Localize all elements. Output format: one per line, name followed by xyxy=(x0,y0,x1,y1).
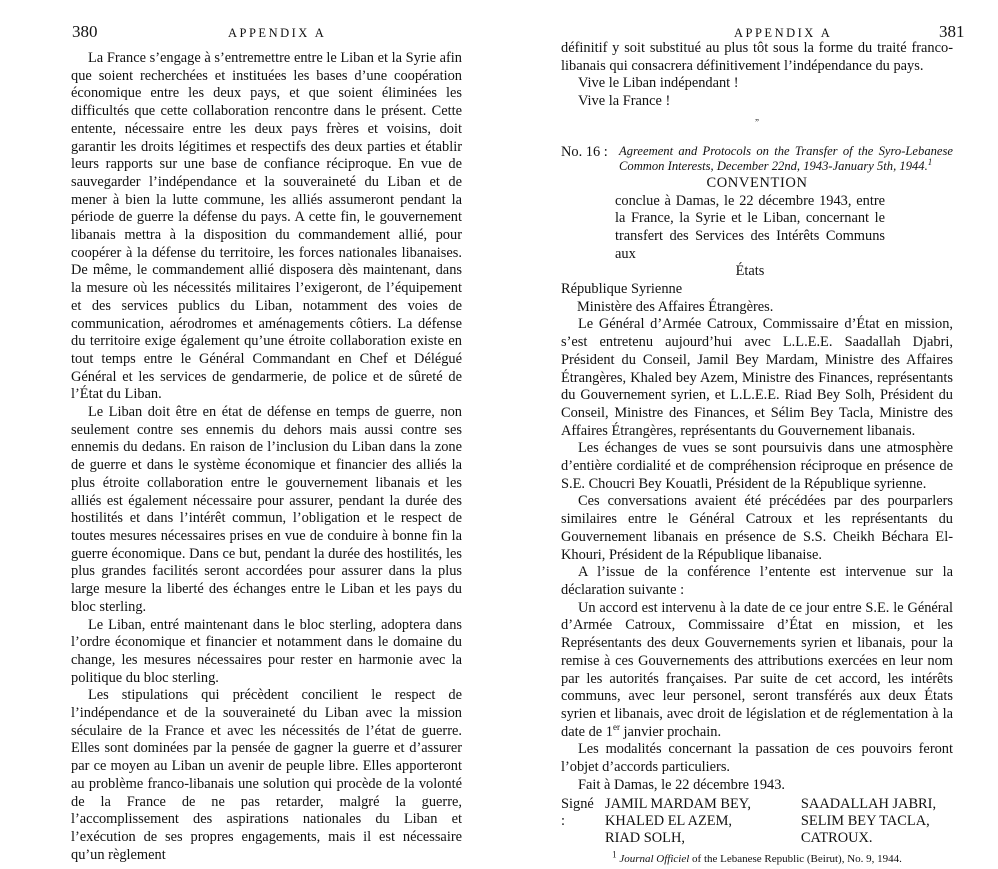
republic-heading: République Syrienne xyxy=(561,281,683,298)
left-text-column xyxy=(71,50,462,864)
ornament-mark: „ xyxy=(755,111,759,122)
page-number-left: 380 xyxy=(72,22,98,41)
signatory: SELIM BEY TACLA, xyxy=(800,813,930,830)
continuation-paragraph: définitif y soit substitué au plus tôt sous la forme du traité franco-libanais qui consacrera définitivement l’indépendance du pays. xyxy=(561,40,953,74)
paragraph: La France s’engage à s’entremettre entre le Liban et la Syrie afin que soient recherchées et instituées les bases d’une coopération économique entre les deux pays, et que soient éliminées les difficultés que cette collaboration rencontre dans le présent. Cette entente, nécessaire entre les deux pays frères et voisins, doit garantir les droits légitimes et respectifs des deux parties et établir leurs rapports sur une base de confiance réciproque. En vue de sauvegarder l’indépendance et la souveraineté du Liban et de mener à bien la lutte commune, les alliés assumeront pendant la période de guerre la défense du pays. A cette fin, le gouvernement libanais mettra à la disposition du commandement allié, pour coopérer à la défense du territoire, les forces nationales libanaises. De même, le commandement allié disposera dès maintenant, dans la mesure où les nécessités militaires l’exigeront, de l’équipement et des services publics du Liban, notamment des voies de communication, aérodromes et aménagements côtiers. La défense du territoire exige également qu’une étroite collaboration existe en tout temps entre le Général Commandant en Chef et Délégué Général et les services de gendarmerie, de police et de sûreté de l’État du Liban. xyxy=(71,50,462,403)
footnote-number: 1 xyxy=(612,849,617,860)
signatory: SAADALLAH JABRI, xyxy=(800,796,937,813)
done-at: Fait à Damas, le 22 décembre 1943. xyxy=(578,776,785,793)
convention-heading: CONVENTION xyxy=(706,174,808,191)
signatory: RIAD SOLH, xyxy=(605,830,685,847)
signature-block xyxy=(561,796,953,847)
running-head-left: APPENDIX A xyxy=(228,26,327,40)
cheer-lebanon: Vive le Liban indépendant ! xyxy=(578,75,739,92)
modalities-paragraph: Les modalités concernant la passation de ces pouvoirs feront l’objet d’accords particuliers. xyxy=(561,741,953,776)
right-page xyxy=(499,0,998,866)
document-title xyxy=(619,144,953,174)
paragraph: Les stipulations qui précèdent concilient le respect de l’indépendance et de la souveraineté du Liban avec la mission séculaire de la France et avec les nécessités de l’état de guerre. Elles sont dominées par la pensée de gagner la guerre et d’assurer par ce moyen au Liban un avenir de peuple libre. Elles apporteront au problème franco-libanais une solution qui procède de la volonté de la France de ne pas retarder, malgré la guerre, l’accomplissement des aspirations nationales du Liban et l’exécution de ses propres engagements, mais il est nécessaire qu’un règlement xyxy=(71,687,462,863)
running-head-right: APPENDIX A xyxy=(734,26,833,40)
signatories-right xyxy=(801,796,936,847)
footnote-ref: 1 xyxy=(927,156,933,167)
convention-subtitle-end: États xyxy=(735,263,765,280)
footnote xyxy=(561,851,953,869)
ministry-heading: Ministère des Affaires Étrangères. xyxy=(577,298,774,315)
paragraph: Le Général d’Armée Catroux, Commissaire d’État en mission, s’est entretenu aujourd’hui avec L.L.E.E. Saadallah Djabri, Président du Conseil, Jamil Bey Mardam, Ministre des Affaires Étrangères, Khaled bey Azem, Ministre des Finances, représentants du Gouvernement syrien, et L.L.E.E. Riad Bey Solh, Président du Conseil, Ministre des Finances, et Sélim Bey Tacla, Ministre des Affaires Étrangères, représentants du Gouvernement libanais. xyxy=(561,316,953,439)
declaration-paragraph xyxy=(561,600,953,742)
declaration-text: Un accord est intervenu à la date de ce jour entre S.E. le Général d’Armée Catroux, Commissaire d’État en mission, et les Représentants des deux Gouvernements syrien et libanais, pour la remise à ces Gouvernements des attributions exercées en leur nom par les autorités françaises. Par suite de cet accord, les intérêts communs, avec leur personel, seront transférés aux deux États syrien et libanais, avec droit de législation et de réglementation à la date de 1 xyxy=(561,599,953,740)
paragraph: Le Liban, entré maintenant dans le bloc sterling, adoptera dans l’ordre économique et financier et notamment dans le domaine du change, les mesures nécessaires pour rester en harmonie avec la politique du bloc sterling. xyxy=(71,616,462,686)
convention-subtitle xyxy=(615,193,885,282)
paragraph: Les échanges de vues se sont poursuivis dans une atmosphère d’entière cordialité et de compréhension réciproque en présence de S.E. Choucri Bey Kouatli, Président de la République syrienne. xyxy=(561,440,953,492)
cheer-france: Vive la France ! xyxy=(578,93,671,110)
page-number-right: 381 xyxy=(939,22,965,41)
signatory: CATROUX. xyxy=(800,830,873,847)
signatory: KHALED EL AZEM, xyxy=(605,813,732,830)
convention-subtitle-text: conclue à Damas, le 22 décembre 1943, entre la France, la Syrie et le Liban, concernant le transfert des Services des Intérêts Communs aux xyxy=(615,192,885,262)
paragraph: Ces conversations avaient été précédées par des pourparlers similaires entre le Général Catroux et les représentants du Gouvernement libanais en présence de S.S. Cheikh Béchara El-Khouri, Président de la République libanaise. xyxy=(561,493,953,563)
signatory: JAMIL MARDAM BEY, xyxy=(605,796,751,813)
left-page xyxy=(0,0,499,863)
ordinal-suffix: er xyxy=(612,721,620,732)
paragraph: Le Liban doit être en état de défense en temps de guerre, non seulement contre ses ennemis du dehors mais aussi contre ses ennemis du dedans. En raison de l’inclusion du Liban dans la zone de guerre et dans le système économique et financier des alliés la plus étroite collaboration entre le gouvernement libanais et les alliés est également nécessaire pour assurer, pendant la durée des hostilités et dans l’intérêt commun, l’obligation et le respect de toutes mesures nécessaires prises en vue de conduire à bonne fin la guerre économique. Dans ce but, pendant la durée des hostilités, les plus grandes facilités seront accordées pour assurer dans la plus large mesure la liberté des échanges entre le Liban et les pays du bloc sterling. xyxy=(71,404,462,615)
paragraph: A l’issue de la conférence l’entente est intervenue sur la déclaration suivante : xyxy=(561,564,953,598)
signed-label: Signé : xyxy=(561,796,594,830)
footnote-journal: Journal Officiel xyxy=(619,853,690,866)
document-number: No. 16 : xyxy=(561,143,608,160)
document-title-text: Agreement and Protocols on the Transfer of the Syro-Lebanese Common Interests, December 22nd, 1943-January 5th, 1944. xyxy=(619,143,953,173)
signatories-left xyxy=(605,796,751,847)
declaration-text-end: janvier prochain. xyxy=(619,723,722,740)
document-entry xyxy=(561,144,953,174)
right-text-column xyxy=(561,40,953,869)
footnote-text: of the Lebanese Republic (Beirut), No. 9, 1944. xyxy=(689,853,902,866)
